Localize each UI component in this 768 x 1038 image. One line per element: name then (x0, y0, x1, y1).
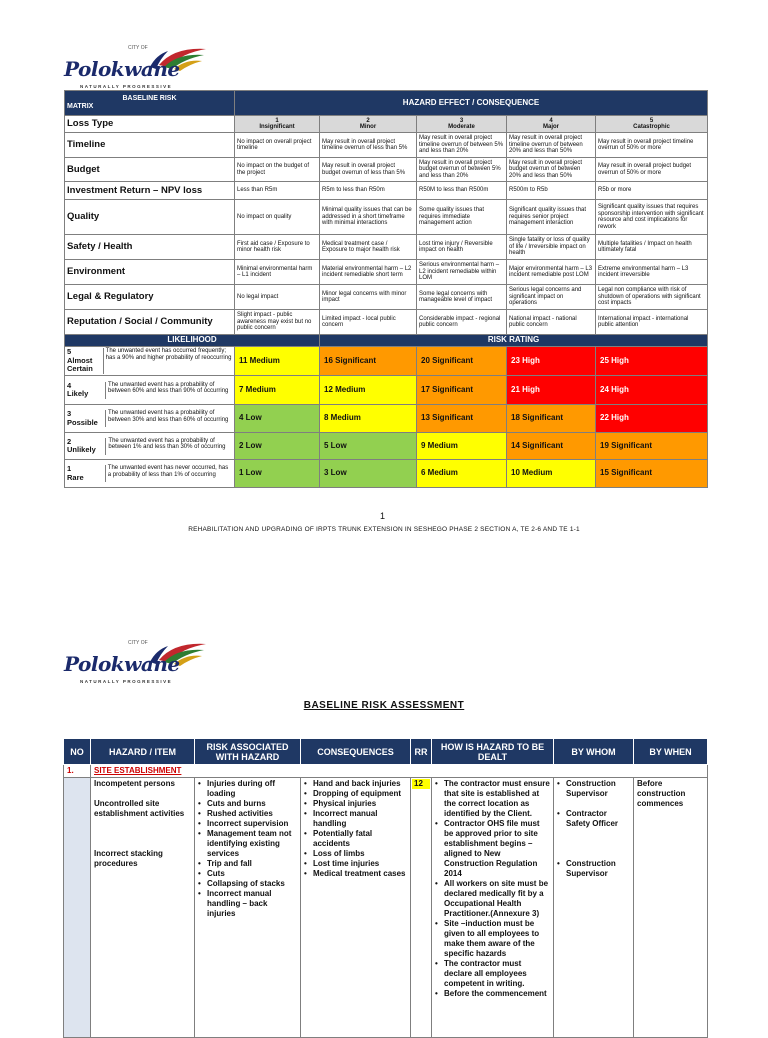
rating-cell: 14 Significant (507, 433, 596, 460)
likelihood-label: 3 Possible The unwanted event has a probability of between 30% and less than 60% of occurring (65, 405, 235, 433)
matrix-cell: Limited impact - local public concern (320, 310, 417, 335)
matrix-row-timeline (65, 133, 708, 158)
matrix-cell: No impact on quality (235, 200, 320, 235)
hazard-cell (91, 778, 195, 1038)
dealt-item: • The contractor must ensure that site is established at the correct location as identified by the Client. (435, 779, 550, 819)
likelihood-label: 2 Unlikely The unwanted event has a probability of between 1% and less than 30% of occurring (65, 433, 235, 460)
matrix-row-reputation (65, 310, 708, 335)
risk-item: • Trip and fall (198, 859, 297, 869)
matrix-row-legal (65, 285, 708, 310)
rating-cell: 3 Low (320, 460, 417, 488)
consequence-item: • Loss of limbs (304, 849, 407, 859)
row-label: Timeline (65, 133, 235, 158)
matrix-row-environment (65, 260, 708, 285)
logo-wordmark: Polokwane (64, 652, 180, 676)
assessment-row (64, 778, 708, 1038)
by-whom-item: • Contractor Safety Officer (557, 809, 630, 829)
matrix-cell: May result in overall project budget overrun of between 5% and less than 20% (417, 158, 507, 182)
assessment-header-row (64, 739, 708, 765)
matrix-cell: Some quality issues that requires immediate management action (417, 200, 507, 235)
row-label: Budget (65, 158, 235, 182)
matrix-row-budget (65, 158, 708, 182)
level-1: 1 Insignificant (235, 116, 320, 133)
consequence-item: • Dropping of equipment (304, 789, 407, 799)
rating-cell: 11 Medium (235, 347, 320, 376)
dealt-item: • Before the commencement (435, 989, 550, 999)
row-label: Environment (65, 260, 235, 285)
matrix-cell: Minimal environmental harm – L1 incident (235, 260, 320, 285)
risk-item: • Collapsing of stacks (198, 879, 297, 889)
col-by-whom: BY WHOM (554, 739, 634, 765)
section-name: SITE ESTABLISHMENT (91, 765, 708, 778)
project-title-footer: REHABILITATION AND UPGRADING OF IRPTS TRUNK EXTENSION IN SESHEGO PHASE 2 SECTION A, TE 2-6 AND TE 1-1 (188, 526, 580, 533)
risk-item: • Cuts and burns (198, 799, 297, 809)
hazard-item: Uncontrolled site establishment activities (94, 799, 185, 818)
logo-city-text: CITY OF (128, 45, 148, 51)
matrix-cell: Legal non compliance with risk of shutdown of operations with significant cost impacts (596, 285, 708, 310)
rating-cell: 6 Medium (417, 460, 507, 488)
col-risk: RISK ASSOCIATED WITH HAZARD (195, 739, 301, 765)
matrix-cell: Slight impact - public awareness may exist but no public concern (235, 310, 320, 335)
matrix-cell: Lost time injury / Reversible impact on health (417, 235, 507, 260)
row-label: Reputation / Social / Community (65, 310, 235, 335)
level-3: 3 Moderate (417, 116, 507, 133)
matrix-cell: Minimal quality issues that can be addressed in a short timeframe with minimal interactions (320, 200, 417, 235)
matrix-cell: Minor legal concerns with minor impact (320, 285, 417, 310)
by-when-cell: Before construction commences (634, 778, 708, 1038)
risk-item: • Incorrect supervision (198, 819, 297, 829)
matrix-cell: Significant quality issues that requires senior project management interaction (507, 200, 596, 235)
dealt-item: • Site –induction must be given to all employees to make them aware of the specific hazards (435, 919, 550, 959)
matrix-cell: First aid case / Exposure to minor health risk (235, 235, 320, 260)
likelihood-row-4 (65, 376, 708, 405)
risk-item: • Management team not identifying existing services (198, 829, 297, 859)
matrix-corner-line2: MATRIX (67, 103, 94, 110)
matrix-cell: Multiple fatalities / Impact on health ultimately fatal (596, 235, 708, 260)
matrix-cell: Less than R5m (235, 182, 320, 200)
likelihood-row-3 (65, 405, 708, 433)
consequence-item: • Medical treatment cases (304, 869, 407, 879)
matrix-cell: May result in overall project timeline overrun of between 5% and less than 20% (417, 133, 507, 158)
likelihood-header: LIKELIHOOD (65, 335, 320, 347)
col-by-when: BY WHEN (634, 739, 708, 765)
matrix-cell: Some legal concerns with manageable level of impact (417, 285, 507, 310)
matrix-cell: Serious environmental harm – L2 incident remediable within LOM (417, 260, 507, 285)
section-number: 1. (64, 765, 91, 778)
rating-cell: 4 Low (235, 405, 320, 433)
matrix-cell: May result in overall project budget overrun of less than 5% (320, 158, 417, 182)
rating-cell: 13 Significant (417, 405, 507, 433)
matrix-cell: May result in overall project timeline overrun of less than 5% (320, 133, 417, 158)
logo-tagline: NATURALLY PROGRESSIVE (80, 679, 173, 684)
col-hazard: HAZARD / ITEM (91, 739, 195, 765)
rr-cell (411, 778, 432, 1038)
loss-type-label: Loss Type (65, 116, 235, 133)
matrix-cell: R500m to R5b (507, 182, 596, 200)
col-rr: RR (411, 739, 432, 765)
rating-cell: 22 High (596, 405, 708, 433)
rating-cell: 24 High (596, 376, 708, 405)
likelihood-row-5 (65, 347, 708, 376)
rating-cell: 12 Medium (320, 376, 417, 405)
hazard-item: Incorrect stacking procedures (94, 849, 163, 868)
consequence-item: • Incorrect manual handling (304, 809, 407, 829)
rating-cell: 10 Medium (507, 460, 596, 488)
col-dealt: HOW IS HAZARD TO BE DEALT (432, 739, 554, 765)
matrix-cell: Extreme environmental harm – L3 incident irreversible (596, 260, 708, 285)
rating-cell: 2 Low (235, 433, 320, 460)
matrix-cell: No legal impact (235, 285, 320, 310)
row-label: Legal & Regulatory (65, 285, 235, 310)
consequence-item: • Hand and back injuries (304, 779, 407, 789)
matrix-corner (65, 91, 235, 116)
rr-value: 12 (412, 779, 430, 789)
logo-city-text: CITY OF (128, 640, 148, 646)
by-whom-item: • Construction Supervisor (557, 779, 630, 799)
consequence-item: • Physical injuries (304, 799, 407, 809)
assessment-title: BASELINE RISK ASSESSMENT (303, 700, 465, 711)
baseline-risk-assessment-table (63, 738, 708, 1038)
matrix-cell: May result in overall project timeline overrun of 50% or more (596, 133, 708, 158)
row-label: Safety / Health (65, 235, 235, 260)
rating-cell: 8 Medium (320, 405, 417, 433)
risk-cell (195, 778, 301, 1038)
rating-cell: 25 High (596, 347, 708, 376)
matrix-row-quality (65, 200, 708, 235)
matrix-corner-line1: BASELINE RISK (122, 95, 177, 102)
matrix-row-safety (65, 235, 708, 260)
matrix-cell: International impact - international public attention (596, 310, 708, 335)
rating-cell: 20 Significant (417, 347, 507, 376)
by-whom-cell (554, 778, 634, 1038)
matrix-cell: R5m to less than R50m (320, 182, 417, 200)
hazard-item: Incompetent persons (94, 779, 175, 788)
likelihood-row-1 (65, 460, 708, 488)
logo-tagline: NATURALLY PROGRESSIVE (80, 84, 173, 89)
level-5: 5 Catastrophic (596, 116, 708, 133)
rating-cell: 7 Medium (235, 376, 320, 405)
matrix-cell: May result in overall project timeline overrun of between 20% and less than 50% (507, 133, 596, 158)
risk-item: • Cuts (198, 869, 297, 879)
level-2: 2 Minor (320, 116, 417, 133)
rating-cell: 1 Low (235, 460, 320, 488)
matrix-cell: Single fatality or loss of quality of life / Irreversible impact on health (507, 235, 596, 260)
dealt-item: • The contractor must declare all employees competent in writing. (435, 959, 550, 989)
risk-item: • Incorrect manual handling – back injuries (198, 889, 297, 919)
level-4: 4 Major (507, 116, 596, 133)
dealt-cell (432, 778, 554, 1038)
rating-cell: 18 Significant (507, 405, 596, 433)
by-whom-item: • Construction Supervisor (557, 859, 630, 879)
rating-cell: 5 Low (320, 433, 417, 460)
logo-wordmark: Polokwane (64, 57, 180, 81)
matrix-cell: Significant quality issues that requires sponsorship intervention with significant resource and cost implications for rework (596, 200, 708, 235)
rating-cell: 16 Significant (320, 347, 417, 376)
rating-cell: 23 High (507, 347, 596, 376)
rating-cell: 15 Significant (596, 460, 708, 488)
matrix-cell: No impact on the budget of the project (235, 158, 320, 182)
likelihood-label: 4 Likely The unwanted event has a probability of between 60% and less than 90% of occurring (65, 376, 235, 405)
matrix-cell: May result in overall project budget overrun of between 20% and less than 50% (507, 158, 596, 182)
consequence-item: • Potentially fatal accidents (304, 829, 407, 849)
row-label: Investment Return – NPV loss (65, 182, 235, 200)
matrix-cell: Material environmental harm – L2 incident remediable short term (320, 260, 417, 285)
matrix-cell: Major environmental harm – L3 incident remediable post LOM (507, 260, 596, 285)
likelihood-row-2 (65, 433, 708, 460)
consequence-item: • Lost time injuries (304, 859, 407, 869)
matrix-cell: National impact - national public concern (507, 310, 596, 335)
risk-item: • Injuries during off loading (198, 779, 297, 799)
risk-item: • Rushed activities (198, 809, 297, 819)
baseline-risk-matrix (64, 90, 708, 488)
rating-cell: 21 High (507, 376, 596, 405)
col-no: NO (64, 739, 91, 765)
page-number: 1 (380, 511, 386, 521)
dealt-item: • All workers on site must be declared medically fit by a Occupational Health Practitioner.(Annexure 3) (435, 879, 550, 919)
matrix-cell: Serious legal concerns and significant impact on operations (507, 285, 596, 310)
dealt-item: • Contractor OHS file must be approved prior to site establishment begins – aligned to New Construction Regulation 2014 (435, 819, 550, 879)
matrix-cell: R5b or more (596, 182, 708, 200)
matrix-cell: Considerable impact - regional public concern (417, 310, 507, 335)
row-label: Quality (65, 200, 235, 235)
rating-cell: 17 Significant (417, 376, 507, 405)
likelihood-label: 5 Almost Certain The unwanted event has occurred frequently; has a 90% and higher probability of reoccurring (65, 347, 235, 376)
rating-cell: 9 Medium (417, 433, 507, 460)
matrix-cell: R50M to less than R500m (417, 182, 507, 200)
col-consequences: CONSEQUENCES (301, 739, 411, 765)
matrix-row-npv (65, 182, 708, 200)
polokwane-logo (64, 45, 214, 95)
hazard-effect-header: HAZARD EFFECT / CONSEQUENCE (235, 91, 708, 116)
matrix-cell: May result in overall project budget overrun of 50% or more (596, 158, 708, 182)
matrix-cell: No impact on overall project timeline (235, 133, 320, 158)
row-number-cell (64, 778, 91, 1038)
polokwane-logo-2 (64, 640, 214, 690)
risk-rating-header: RISK RATING (320, 335, 708, 347)
section-row (64, 765, 708, 778)
rating-cell: 19 Significant (596, 433, 708, 460)
likelihood-label: 1 Rare The unwanted event has never occurred, has a probability of less than 1% of occurring (65, 460, 235, 488)
matrix-cell: Medical treatment case / Exposure to major health risk (320, 235, 417, 260)
consequences-cell (301, 778, 411, 1038)
